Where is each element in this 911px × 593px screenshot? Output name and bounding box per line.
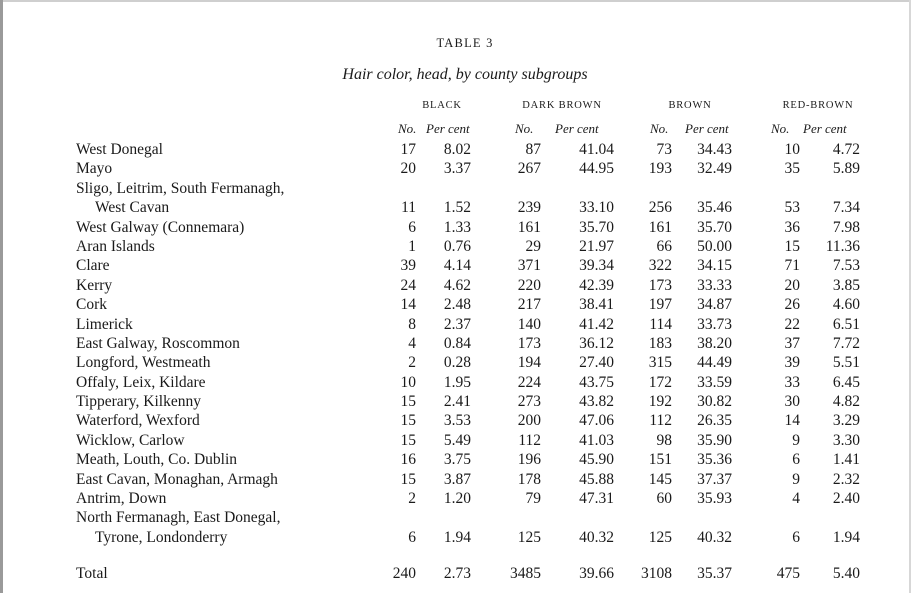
cell-red-brown-no: 4 <box>792 490 800 508</box>
cell-black-per-cent: 3.75 <box>443 451 471 469</box>
cell-black-no: 6 <box>408 218 416 236</box>
cell-dark-brown-no: 224 <box>517 373 541 391</box>
county-name-line: Mayo <box>76 160 113 178</box>
county-name-continuation: West Cavan <box>95 199 170 217</box>
cell-brown-per-cent: 33.59 <box>697 373 732 391</box>
cell-brown-no: 3108 <box>641 565 672 583</box>
cell-dark-brown-no: 371 <box>517 257 541 275</box>
cell-dark-brown-per-cent: 39.66 <box>579 565 614 583</box>
table-row <box>0 334 911 353</box>
cell-red-brown-per-cent: 1.41 <box>832 451 860 469</box>
table-row <box>0 431 911 450</box>
cell-red-brown-no: 15 <box>784 237 800 255</box>
county-name-line: Antrim, Down <box>76 490 167 508</box>
county-name <box>76 508 280 547</box>
county-name <box>76 140 163 159</box>
cell-red-brown-no: 22 <box>784 315 800 333</box>
county-name-line: Meath, Louth, Co. Dublin <box>76 451 238 469</box>
cell-dark-brown-per-cent: 38.41 <box>579 296 614 314</box>
table-row <box>0 373 911 392</box>
cell-dark-brown-no: 194 <box>517 354 541 372</box>
cell-dark-brown-per-cent: 41.42 <box>579 315 614 333</box>
cell-dark-brown-no: 112 <box>518 431 541 449</box>
column-group-dark-brown: DARK BROWN <box>522 100 602 111</box>
cell-dark-brown-per-cent: 41.03 <box>579 431 614 449</box>
table-row <box>0 159 911 178</box>
county-name-continuation: Tyrone, Londonderry <box>95 528 228 546</box>
cell-brown-no: 145 <box>648 470 672 488</box>
cell-dark-brown-per-cent: 33.10 <box>579 199 614 217</box>
cell-red-brown-no: 9 <box>792 431 800 449</box>
cell-dark-brown-no: 140 <box>517 315 541 333</box>
cell-dark-brown-no: 267 <box>517 160 541 178</box>
cell-dark-brown-per-cent: 44.95 <box>579 160 614 178</box>
county-name <box>76 353 211 372</box>
cell-brown-per-cent: 26.35 <box>697 412 732 430</box>
cell-black-no: 24 <box>400 276 416 294</box>
cell-red-brown-no: 475 <box>776 565 800 583</box>
subheader-per-cent: Per cent <box>685 121 729 136</box>
cell-red-brown-no: 39 <box>784 354 800 372</box>
cell-black-no: 2 <box>408 354 416 372</box>
cell-red-brown-per-cent: 2.32 <box>832 470 860 488</box>
cell-dark-brown-no: 161 <box>517 218 541 236</box>
cell-black-per-cent: 2.48 <box>443 296 471 314</box>
cell-brown-per-cent: 35.70 <box>697 218 732 236</box>
cell-brown-no: 66 <box>656 237 672 255</box>
table-row <box>0 218 911 237</box>
county-name-line: West Galway (Connemara) <box>76 218 245 236</box>
cell-red-brown-no: 14 <box>784 412 800 430</box>
cell-black-per-cent: 1.20 <box>443 490 471 508</box>
county-name-line: Longford, Westmeath <box>76 354 211 372</box>
cell-brown-per-cent: 35.46 <box>697 199 732 217</box>
column-group-brown: BROWN <box>668 100 712 111</box>
subheader-per-cent: Per cent <box>426 121 470 136</box>
cell-black-per-cent: 4.62 <box>443 276 471 294</box>
county-name <box>76 392 201 411</box>
cell-red-brown-per-cent: 7.72 <box>832 334 860 352</box>
cell-brown-per-cent: 35.36 <box>697 451 732 469</box>
county-name-line: Aran Islands <box>76 237 155 255</box>
cell-black-per-cent: 2.37 <box>443 315 471 333</box>
cell-brown-no: 60 <box>656 490 672 508</box>
cell-brown-per-cent: 50.00 <box>697 237 732 255</box>
cell-red-brown-no: 33 <box>784 373 800 391</box>
subheader-per-cent: Per cent <box>803 121 847 136</box>
cell-black-per-cent: 1.52 <box>443 199 471 217</box>
table-row <box>0 353 911 372</box>
table-row <box>0 237 911 256</box>
county-name-line: Tipperary, Kilkenny <box>76 393 201 411</box>
cell-black-no: 6 <box>408 528 416 546</box>
county-name <box>76 295 107 314</box>
cell-dark-brown-per-cent: 47.31 <box>579 490 614 508</box>
county-name <box>76 315 133 334</box>
cell-red-brown-per-cent: 11.36 <box>825 237 860 255</box>
cell-brown-no: 192 <box>648 393 672 411</box>
cell-red-brown-no: 20 <box>784 276 800 294</box>
cell-brown-no: 73 <box>656 140 672 158</box>
cell-dark-brown-no: 79 <box>525 490 541 508</box>
cell-brown-no: 112 <box>649 412 672 430</box>
cell-dark-brown-no: 3485 <box>510 565 541 583</box>
cell-dark-brown-per-cent: 42.39 <box>579 276 614 294</box>
cell-red-brown-per-cent: 3.29 <box>832 412 860 430</box>
cell-black-no: 2 <box>408 490 416 508</box>
county-name-line: North Fermanagh, East Donegal, <box>76 509 281 527</box>
cell-brown-per-cent: 35.93 <box>697 490 732 508</box>
cell-dark-brown-no: 173 <box>517 334 541 352</box>
cell-red-brown-no: 53 <box>784 199 800 217</box>
cell-black-no: 10 <box>400 373 416 391</box>
cell-brown-per-cent: 33.33 <box>697 276 732 294</box>
cell-dark-brown-no: 200 <box>517 412 541 430</box>
cell-brown-per-cent: 30.82 <box>697 393 732 411</box>
cell-dark-brown-per-cent: 45.88 <box>579 470 614 488</box>
cell-brown-per-cent: 34.15 <box>697 257 732 275</box>
cell-red-brown-per-cent: 4.82 <box>832 393 860 411</box>
cell-dark-brown-no: 178 <box>517 470 541 488</box>
cell-dark-brown-per-cent: 40.32 <box>579 528 614 546</box>
cell-brown-no: 114 <box>649 315 672 333</box>
subheader-no: No. <box>771 121 790 136</box>
cell-red-brown-no: 6 <box>792 528 800 546</box>
cell-red-brown-per-cent: 4.72 <box>832 140 860 158</box>
cell-dark-brown-no: 125 <box>517 528 541 546</box>
cell-red-brown-no: 30 <box>784 393 800 411</box>
cell-black-no: 11 <box>401 199 416 217</box>
cell-red-brown-no: 9 <box>792 470 800 488</box>
cell-dark-brown-no: 220 <box>517 276 541 294</box>
cell-black-per-cent: 0.28 <box>443 354 471 372</box>
table-row <box>0 276 911 295</box>
subheader-no: No. <box>515 121 534 136</box>
cell-dark-brown-per-cent: 39.34 <box>579 257 614 275</box>
cell-brown-no: 125 <box>648 528 672 546</box>
cell-red-brown-per-cent: 3.85 <box>832 276 860 294</box>
cell-brown-per-cent: 32.49 <box>697 160 732 178</box>
table-row <box>0 392 911 411</box>
cell-black-no: 20 <box>400 160 416 178</box>
cell-brown-no: 161 <box>648 218 672 236</box>
cell-dark-brown-per-cent: 41.04 <box>579 140 614 158</box>
cell-black-no: 1 <box>408 237 416 255</box>
cell-red-brown-per-cent: 6.51 <box>832 315 860 333</box>
subheader-per-cent: Per cent <box>555 121 599 136</box>
county-name <box>76 470 278 489</box>
county-name-line: West Donegal <box>76 141 163 158</box>
cell-red-brown-per-cent: 7.53 <box>832 257 860 275</box>
cell-red-brown-per-cent: 2.40 <box>832 490 860 508</box>
column-group-red-brown: RED-BROWN <box>782 100 854 111</box>
cell-red-brown-no: 35 <box>784 160 800 178</box>
table-row <box>0 256 911 275</box>
county-name-line: Wicklow, Carlow <box>76 431 185 449</box>
subheader-no: No. <box>650 121 669 136</box>
cell-red-brown-per-cent: 5.89 <box>832 160 860 178</box>
county-name-line: East Galway, Roscommon <box>76 334 240 352</box>
county-name-line: Offaly, Leix, Kildare <box>76 373 206 391</box>
county-name <box>76 237 155 256</box>
cell-black-per-cent: 0.76 <box>443 237 471 255</box>
county-name-line: Total <box>76 565 108 583</box>
cell-black-per-cent: 1.95 <box>443 373 471 391</box>
table-body <box>0 140 911 584</box>
county-name <box>76 489 166 508</box>
cell-black-no: 15 <box>400 393 416 411</box>
table-row <box>0 470 911 489</box>
county-name <box>76 256 110 275</box>
county-name <box>76 179 284 218</box>
cell-black-no: 39 <box>400 257 416 275</box>
cell-black-per-cent: 1.33 <box>443 218 471 236</box>
cell-black-per-cent: 8.02 <box>443 140 471 158</box>
cell-dark-brown-no: 29 <box>525 237 541 255</box>
cell-black-no: 4 <box>408 334 416 352</box>
cell-red-brown-per-cent: 6.45 <box>832 373 860 391</box>
cell-dark-brown-per-cent: 36.12 <box>579 334 614 352</box>
cell-brown-no: 315 <box>648 354 672 372</box>
county-name <box>76 159 112 178</box>
county-name <box>76 218 244 237</box>
cell-dark-brown-no: 217 <box>517 296 541 314</box>
county-name <box>76 431 185 450</box>
cell-dark-brown-no: 196 <box>517 451 541 469</box>
cell-black-per-cent: 2.73 <box>443 565 471 583</box>
cell-brown-no: 193 <box>648 160 672 178</box>
table-row <box>0 315 911 334</box>
cell-black-no: 15 <box>400 470 416 488</box>
table-row <box>0 411 911 430</box>
cell-brown-per-cent: 34.87 <box>697 296 732 314</box>
table-row <box>0 450 911 469</box>
cell-red-brown-per-cent: 7.34 <box>832 199 860 217</box>
county-name-line: Cork <box>76 296 107 314</box>
cell-dark-brown-no: 87 <box>525 140 541 158</box>
county-name-line: Kerry <box>76 276 113 294</box>
cell-red-brown-per-cent: 5.51 <box>832 354 860 372</box>
cell-dark-brown-no: 239 <box>517 199 541 217</box>
cell-red-brown-per-cent: 1.94 <box>832 528 860 546</box>
cell-brown-per-cent: 37.37 <box>697 470 732 488</box>
cell-brown-no: 151 <box>648 451 672 469</box>
cell-brown-no: 197 <box>648 296 672 314</box>
cell-black-no: 15 <box>400 431 416 449</box>
county-name-line: Clare <box>76 257 110 275</box>
cell-brown-per-cent: 38.20 <box>697 334 732 352</box>
table-row <box>0 508 911 547</box>
table-row <box>0 489 911 508</box>
cell-black-per-cent: 2.41 <box>443 393 471 411</box>
total-label <box>76 564 108 583</box>
cell-black-per-cent: 0.84 <box>443 334 471 352</box>
cell-dark-brown-per-cent: 43.82 <box>579 393 614 411</box>
table-row <box>0 295 911 314</box>
cell-black-per-cent: 3.53 <box>443 412 471 430</box>
cell-brown-per-cent: 33.73 <box>697 315 732 333</box>
cell-brown-no: 256 <box>648 199 672 217</box>
table-label: TABLE 3 <box>436 36 494 50</box>
cell-black-no: 14 <box>400 296 416 314</box>
cell-brown-per-cent: 35.90 <box>697 431 732 449</box>
county-name <box>76 334 240 353</box>
cell-brown-no: 173 <box>648 276 672 294</box>
table-row <box>0 140 911 159</box>
county-name-line: Sligo, Leitrim, South Fermanagh, <box>76 179 285 197</box>
column-group-black: BLACK <box>422 100 462 111</box>
subheader-no: No. <box>398 121 417 136</box>
county-name <box>76 411 200 430</box>
cell-dark-brown-per-cent: 47.06 <box>579 412 614 430</box>
cell-black-per-cent: 5.49 <box>443 431 471 449</box>
cell-brown-no: 183 <box>648 334 672 352</box>
cell-brown-no: 98 <box>656 431 672 449</box>
cell-red-brown-no: 6 <box>792 451 800 469</box>
total-row <box>0 564 911 583</box>
cell-dark-brown-no: 273 <box>517 393 541 411</box>
cell-black-per-cent: 4.14 <box>443 257 471 275</box>
county-name <box>76 450 237 469</box>
cell-red-brown-no: 10 <box>784 140 800 158</box>
cell-brown-per-cent: 35.37 <box>697 565 732 583</box>
cell-red-brown-no: 37 <box>784 334 800 352</box>
cell-red-brown-no: 26 <box>784 296 800 314</box>
cell-red-brown-no: 36 <box>784 218 800 236</box>
cell-black-no: 17 <box>400 140 416 158</box>
cell-dark-brown-per-cent: 27.40 <box>579 354 614 372</box>
table-row <box>0 179 911 218</box>
cell-brown-no: 322 <box>648 257 672 275</box>
cell-dark-brown-per-cent: 45.90 <box>579 451 614 469</box>
cell-black-no: 8 <box>408 315 416 333</box>
table-caption: Hair color, head, by county subgroups <box>342 66 588 83</box>
cell-red-brown-per-cent: 5.40 <box>832 565 860 583</box>
county-name-line: East Cavan, Monaghan, Armagh <box>76 470 278 488</box>
cell-red-brown-per-cent: 3.30 <box>832 431 860 449</box>
cell-black-per-cent: 3.87 <box>443 470 471 488</box>
cell-brown-no: 172 <box>648 373 672 391</box>
cell-dark-brown-per-cent: 21.97 <box>579 237 614 255</box>
cell-brown-per-cent: 40.32 <box>697 528 732 546</box>
cell-red-brown-per-cent: 4.60 <box>832 296 860 314</box>
county-name-line: Limerick <box>76 315 133 333</box>
cell-black-no: 15 <box>400 412 416 430</box>
cell-black-per-cent: 3.37 <box>443 160 471 178</box>
cell-black-no: 16 <box>400 451 416 469</box>
cell-red-brown-no: 71 <box>784 257 800 275</box>
cell-black-per-cent: 1.94 <box>443 528 471 546</box>
cell-brown-per-cent: 34.43 <box>697 140 732 158</box>
page-top-border <box>0 0 911 2</box>
cell-black-no: 240 <box>392 565 416 583</box>
cell-dark-brown-per-cent: 43.75 <box>579 373 614 391</box>
cell-dark-brown-per-cent: 35.70 <box>579 218 614 236</box>
cell-brown-per-cent: 44.49 <box>697 354 732 372</box>
cell-red-brown-per-cent: 7.98 <box>832 218 860 236</box>
county-name <box>76 276 112 295</box>
county-name <box>76 373 206 392</box>
county-name-line: Waterford, Wexford <box>76 412 200 430</box>
